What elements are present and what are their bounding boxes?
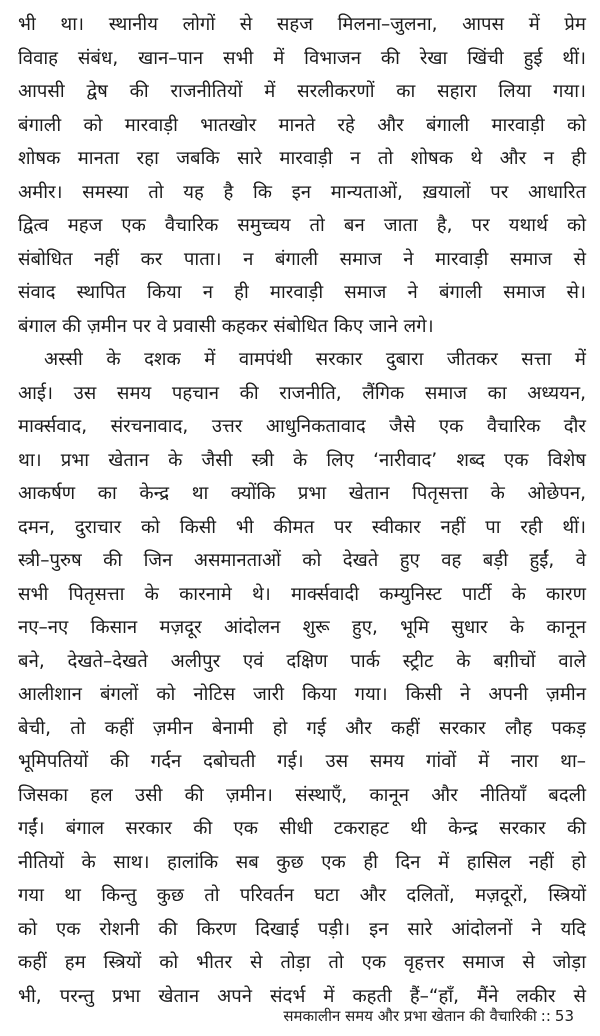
text-line: स्त्री–पुरुष की जिन असमानताओं को देखते हुए वह बड़ी हुईं, वे [18, 550, 586, 571]
text-line: बंगाली को मारवाड़ी भातखोर मानते रहे और बंगाली मारवाड़ी को [18, 114, 586, 136]
text-line: भी, परन्तु प्रभा खेतान अपने संदर्भ में कहती हैं–“हाँ, मैंने लकीर से [18, 985, 586, 1007]
paragraph-1 [18, 8, 586, 343]
text-line: आकर्षण का केन्द्र था क्योंकि प्रभा खेतान पितृसत्ता के ओछेपन, [18, 483, 586, 504]
page-number: 53 [554, 1007, 574, 1025]
text-line: संवाद स्थापित किया न ही मारवाड़ी समाज ने बंगाली समाज से। [18, 282, 586, 303]
text-line: मार्क्सवाद, संरचनावाद, उत्तर आधुनिकतावाद जैसे एक वैचारिक दौर [18, 416, 586, 437]
text-line: बंगाल की ज़मीन पर वे प्रवासी कहकर संबोधित किए जाने लगे। [18, 315, 434, 337]
text-line: बने, देखते–देखते अलीपुर एवं दक्षिण पार्क स्ट्रीट के बग़ीचों वाले [18, 650, 586, 672]
text-line: द्वित्व महज एक वैचारिक समुच्चय तो बन जाता है, पर यथार्थ को [18, 215, 586, 236]
text-line: था। प्रभा खेतान के जैसी स्त्री के लिए ‘नारीवाद’ शब्द एक विशेष [18, 449, 586, 471]
text-line: भूमिपतियों की गर्दन दबोचती गई। उस समय गांवों में नारा था– [18, 751, 586, 772]
text-line: सभी पितृसत्ता के कारनामे थे। मार्क्सवादी कम्युनिस्ट पार्टी के कारण [18, 583, 586, 605]
text-line: कहीं हम स्त्रियों को भीतर से तोड़ा तो एक वृहत्तर समाज से जोड़ा [18, 952, 586, 973]
text-line: अस्सी के दशक में वामपंथी सरकार दुबारा जीतकर सत्ता में [44, 349, 586, 370]
text-line: बेची, तो कहीं ज़मीन बेनामी हो गई और कहीं सरकार लौह पकड़ [18, 717, 586, 739]
text-line: नीतियों के साथ। हालांकि सब कुछ एक ही दिन में हासिल नहीं हो [18, 851, 586, 873]
text-line: भी था। स्थानीय लोगों से सहज मिलना–जुलना, आपस में प्रेम [18, 14, 586, 35]
text-line: आपसी द्वेष की राजनीतियों में सरलीकरणों का सहारा लिया गया। [18, 81, 586, 102]
running-title: समकालीन समय और प्रभा खेतान की वैचारिकी [283, 1007, 537, 1025]
text-line: जिसका हल उसी की ज़मीन। संस्थाएँ, कानून और नीतियाँ बदली [18, 784, 586, 806]
text-line: दमन, दुराचार को किसी भी कीमत पर स्वीकार नहीं पा रही थीं। [18, 516, 586, 538]
body-text [18, 8, 586, 1013]
text-line: नए–नए किसान मज़दूर आंदोलन शुरू हुए, भूमि सुधार के कानून [18, 617, 586, 638]
text-line: आई। उस समय पहचान की राजनीति, लैंगिक समाज का अध्ययन, [18, 382, 586, 404]
footer-separator: :: [540, 1007, 551, 1025]
paragraph-2 [18, 343, 586, 1013]
page-footer [283, 1006, 574, 1026]
text-line: गया था किन्तु कुछ तो परिवर्तन घटा और दलितों, मज़दूरों, स्त्रियों [18, 885, 586, 906]
text-line: को एक रोशनी की किरण दिखाई पड़ी। इन सारे आंदोलनों ने यदि [18, 918, 586, 940]
text-line: संबोधित नहीं कर पाता। न बंगाली समाज ने मारवाड़ी समाज से [18, 248, 586, 270]
text-line: अमीर। समस्या तो यह है कि इन मान्यताओं, ख़यालों पर आधारित [18, 181, 586, 203]
text-line: आलीशान बंगलों को नोटिस जारी किया गया। किसी ने अपनी ज़मीन [18, 684, 586, 705]
text-line: गईं। बंगाल सरकार की एक सीधी टकराहट थी केन्द्र सरकार की [18, 818, 586, 839]
text-line: शोषक मानता रहा जबकि सारे मारवाड़ी न तो शोषक थे और न ही [18, 148, 586, 169]
text-line: विवाह संबंध, खान–पान सभी में विभाजन की रेखा खिंची हुई थीं। [18, 47, 586, 69]
